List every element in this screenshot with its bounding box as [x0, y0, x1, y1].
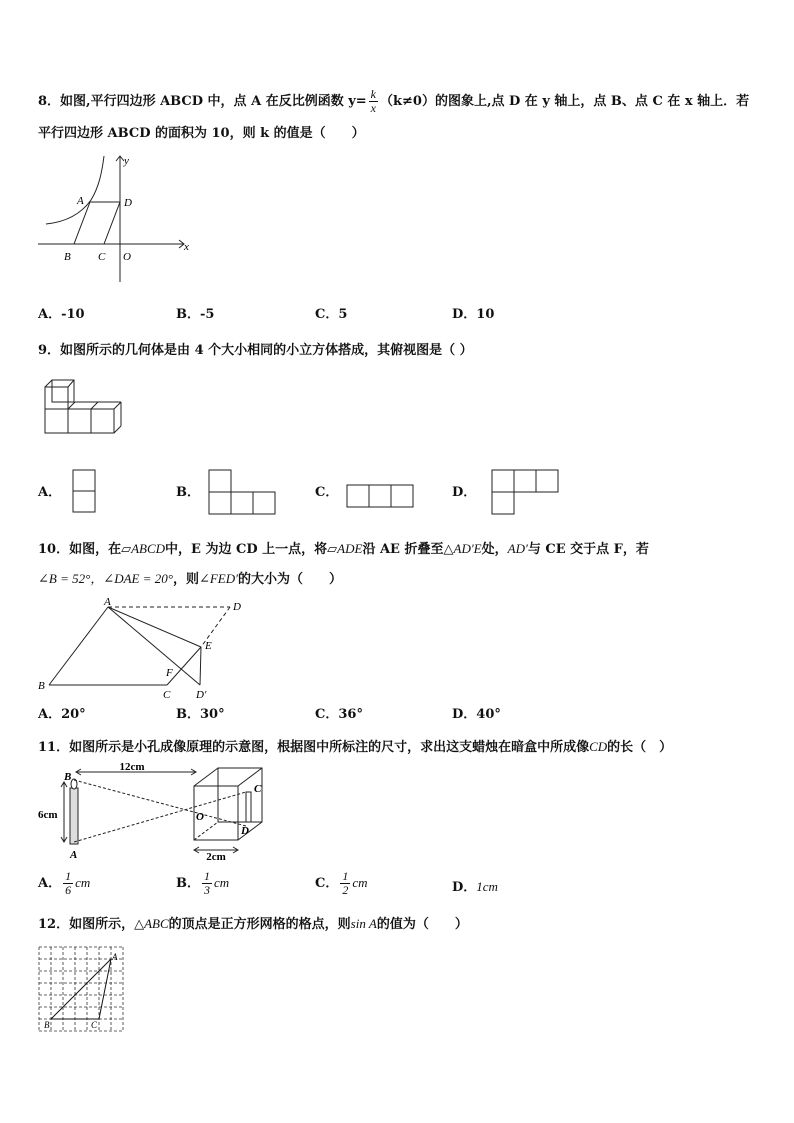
q11-option-a-fraction	[63, 870, 73, 897]
q11-label-D: D	[241, 825, 249, 837]
q12-label-C: C	[91, 1020, 98, 1030]
q11-label-12cm: 12cm	[119, 762, 145, 773]
q11-option-b-unit: cm	[214, 875, 230, 890]
q10-label-A: A	[104, 596, 111, 608]
q11-text-a: 11．如图所示是小孔成像原理的示意图，根据图中所标注的尺寸，求出这支蜡烛在暗盒中所成像	[38, 740, 590, 755]
q10-option-d[interactable]: D．40°	[452, 707, 501, 722]
q9-option-b[interactable]: B．	[176, 485, 200, 500]
q10-text-f: ，则	[172, 572, 199, 587]
q12-text-c: 的值为（ ）	[376, 917, 468, 932]
q10-option-a[interactable]: A．20°	[38, 707, 86, 722]
q12-label-B: B	[44, 1020, 50, 1030]
q11-option-a-num: 1	[65, 869, 72, 883]
q8-hyperbola	[46, 156, 104, 224]
q12-text-b: 的顶点是正方形网格的格点，则	[168, 917, 351, 932]
q11-option-b-den: 3	[204, 883, 210, 897]
q11-text-b: 的长（ ）	[607, 740, 673, 755]
q10-math-parallelogram: ▱ABCD	[121, 541, 166, 556]
q11-label-2cm: 2cm	[206, 851, 226, 862]
q8-parallelogram	[74, 202, 120, 244]
q11-math-cd: CD	[589, 739, 608, 754]
q10-label-B: B	[38, 680, 45, 692]
q8-fraction	[369, 88, 378, 115]
q10-label-D: D	[233, 601, 241, 613]
q8-option-b[interactable]: B．-5	[176, 307, 215, 322]
q8-line2: 平行四边形 ABCD 的面积为 10，则 k 的值是（ ）	[38, 126, 365, 141]
q9-option-a-figure[interactable]	[72, 469, 98, 515]
q11-option-b[interactable]	[176, 870, 229, 897]
q8-label-D: D	[124, 197, 132, 209]
q9-solid-figure	[44, 378, 126, 438]
q10-math-triangle: △AD′E	[443, 541, 482, 556]
q11-label-6cm: 6cm	[38, 809, 58, 821]
q9-option-c[interactable]: C．	[315, 485, 339, 500]
q11-option-a[interactable]	[38, 870, 90, 897]
q11-option-d-text: 1cm	[476, 879, 498, 894]
q12-math-sin: sin A	[350, 916, 377, 931]
q8-figure	[36, 152, 196, 287]
q8-frac-den: x	[370, 101, 376, 115]
q10-text-c: 沿 AE 折叠至	[362, 542, 444, 557]
q10-label-E: E	[205, 640, 212, 652]
q12-label-A: A	[112, 952, 118, 962]
q8-label-x: x	[184, 241, 189, 253]
q8-option-a[interactable]: A．-10	[38, 307, 85, 322]
q11-option-c-fraction	[340, 870, 350, 897]
q10-label-F: F	[166, 667, 173, 679]
q8-label-y: y	[124, 155, 129, 167]
q10-math-angles: ∠B = 52°，∠DAE = 20°	[38, 571, 173, 586]
q9-option-c-figure[interactable]	[346, 484, 416, 510]
q9-option-d-figure[interactable]	[491, 469, 561, 517]
q9-option-a[interactable]: A．	[38, 485, 62, 500]
q8-label-A: A	[77, 195, 84, 207]
q11-figure	[36, 762, 272, 862]
q10-text-a: 10．如图，在	[38, 542, 122, 557]
q10-line2	[38, 570, 342, 589]
q10-option-b[interactable]: B．30°	[176, 707, 225, 722]
q10-math-ade: ▱ADE	[327, 541, 363, 556]
q11-label-B: B	[64, 771, 72, 783]
q10-figure	[36, 596, 256, 702]
q10-math-ad: AD′	[507, 541, 528, 556]
q10-text-e: 与 CE 交于点 F，若	[527, 542, 649, 557]
q11-option-a-unit: cm	[75, 875, 91, 890]
q9-line: 9．如图所示的几何体是由 4 个大小相同的小立方体搭成，其俯视图是（ ）	[38, 343, 473, 358]
q11-option-c[interactable]	[315, 870, 368, 897]
q8-frac-num: k	[370, 87, 376, 101]
q11-option-d-letter: D．	[452, 880, 477, 895]
q12-triangle	[51, 959, 111, 1019]
q11-option-b-fraction	[202, 870, 212, 897]
q11-option-a-letter: A．	[38, 876, 62, 891]
q11-option-c-unit: cm	[352, 875, 368, 890]
q10-text-d: 处，	[481, 542, 508, 557]
q10-text-b: 中，E 为边 CD 上一点，将	[165, 542, 328, 557]
q11-option-c-num: 1	[342, 869, 349, 883]
q12-line	[38, 915, 468, 934]
q11-option-b-num: 1	[204, 869, 210, 883]
q9-option-b-figure[interactable]	[208, 469, 278, 517]
q8-label-O: O	[123, 251, 131, 263]
q8-option-d[interactable]: D．10	[452, 307, 495, 322]
q9-option-d[interactable]: D．	[452, 485, 477, 500]
q8-text-a: 8．如图,平行四边形 ABCD 中，点 A 在反比例函数 y=	[38, 94, 367, 109]
q11-label-A: A	[70, 849, 78, 861]
q11-option-c-letter: C．	[315, 876, 339, 891]
q11-label-C: C	[254, 783, 262, 795]
q11-option-c-den: 2	[342, 883, 349, 897]
q11-line	[38, 738, 672, 757]
q11-option-b-letter: B．	[176, 876, 200, 891]
q10-option-c[interactable]: C．36°	[315, 707, 363, 722]
q8-label-C: C	[98, 251, 106, 263]
q8-line1	[38, 88, 749, 115]
q12-math-triangle: △ABC	[134, 916, 169, 931]
q10-math-fed: ∠FED′	[198, 571, 238, 586]
q12-grid-figure	[36, 944, 130, 1036]
q12-text-a: 12．如图所示，	[38, 917, 135, 932]
q11-option-a-den: 6	[65, 883, 72, 897]
q11-label-O: O	[196, 811, 204, 823]
q10-line1	[38, 540, 649, 559]
q8-text-b: （k≠0）的图象上,点 D 在 y 轴上，点 B、点 C 在 x 轴上．若	[380, 94, 750, 109]
q10-label-C: C	[163, 689, 171, 701]
q8-option-c[interactable]: C．5	[315, 307, 348, 322]
q10-label-D-prime: D′	[196, 689, 207, 701]
q11-option-d[interactable]	[452, 878, 498, 897]
q8-label-B: B	[64, 251, 71, 263]
q10-text-g: 的大小为（ ）	[237, 572, 342, 587]
